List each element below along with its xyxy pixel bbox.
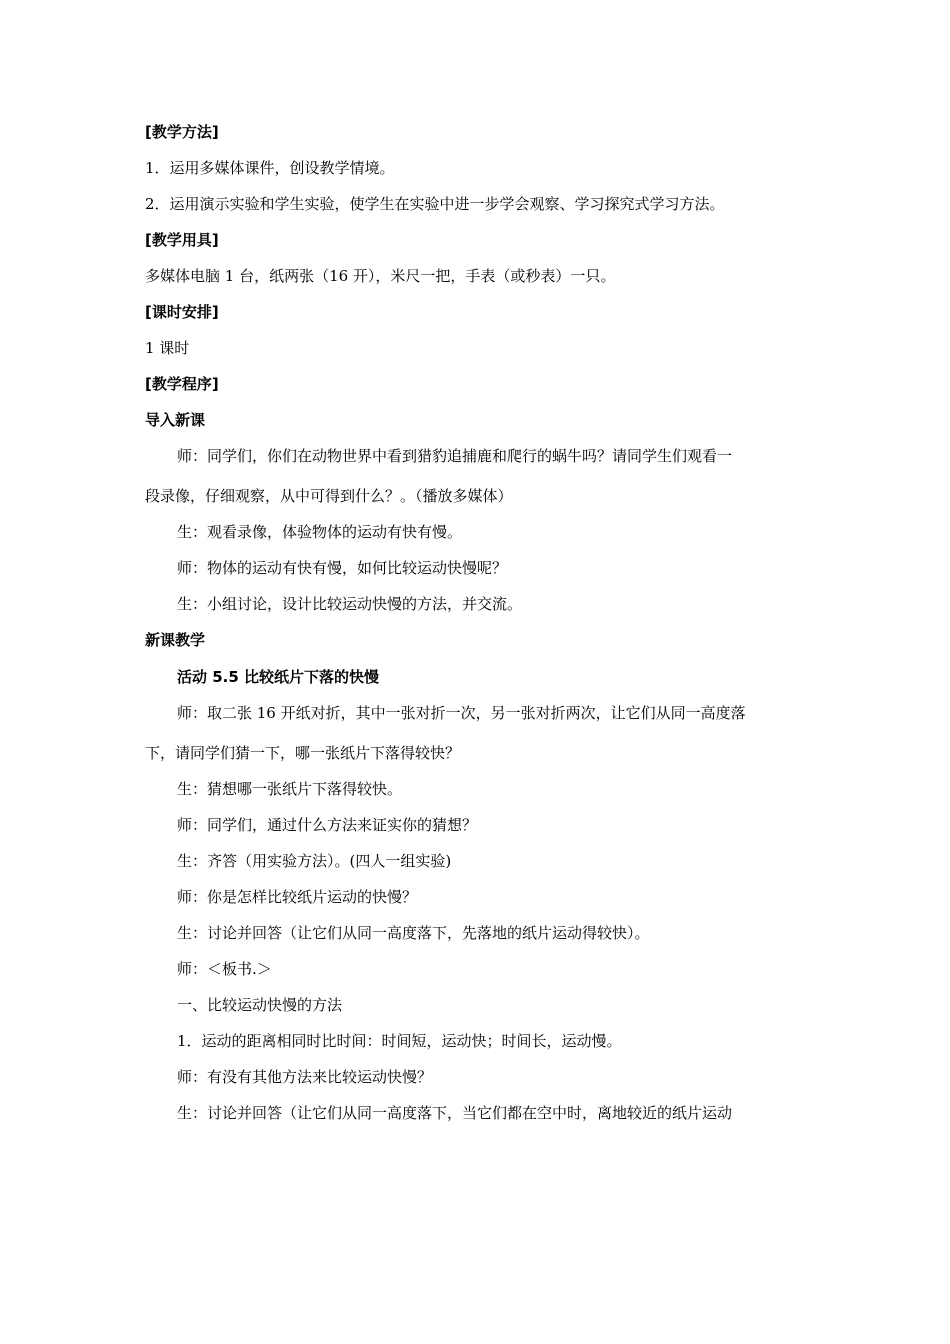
intro-paragraph-3: 师：物体的运动有快有慢，如何比较运动快慢呢？ (177, 559, 508, 577)
schedule-text: 1 课时 (145, 339, 190, 357)
heading-intro: 导入新课 (145, 411, 206, 429)
intro-paragraph-4: 生：小组讨论，设计比较运动快慢的方法，并交流。 (177, 595, 523, 613)
method-item-2: 2．运用演示实验和学生实验，使学生在实验中进一步学会观察、学习探究式学习方法。 (145, 195, 725, 213)
activity-title: 活动 5.5 比较纸片下落的快慢 (177, 668, 380, 686)
intro-paragraph-2: 生：观看录像，体验物体的运动有快有慢。 (177, 523, 463, 541)
intro-paragraph-1-line-1: 师：同学们，你们在动物世界中看到猎豹追捕鹿和爬行的蜗牛吗？请同学生们观看一 (177, 447, 733, 465)
method-item-1: 1．运用多媒体课件，创设教学情境。 (145, 159, 395, 177)
intro-paragraph-1-line-2: 段录像，仔细观察，从中可得到什么？。（播放多媒体） (145, 487, 513, 505)
heading-teaching-tools: [教学用具] (145, 231, 219, 249)
heading-procedure: [教学程序] (145, 375, 219, 393)
new-paragraph-10: 师：有没有其他方法来比较运动快慢？ (177, 1068, 433, 1086)
new-paragraph-5: 师：你是怎样比较纸片运动的快慢？ (177, 888, 418, 906)
new-paragraph-6: 生：讨论并回答（让它们从同一高度落下，先落地的纸片运动得较快）。 (177, 924, 650, 942)
new-paragraph-8: 一、比较运动快慢的方法 (177, 996, 343, 1014)
new-paragraph-4: 生：齐答（用实验方法）。(四人一组实验) (177, 852, 452, 870)
new-paragraph-7: 师：＜板书.＞ (177, 960, 272, 978)
new-paragraph-9: 1．运动的距离相同时比时间：时间短，运动快；时间长，运动慢。 (177, 1032, 622, 1050)
new-paragraph-11: 生：讨论并回答（让它们从同一高度落下，当它们都在空中时，离地较近的纸片运动 (177, 1104, 733, 1122)
new-paragraph-3: 师：同学们，通过什么方法来证实你的猜想？ (177, 816, 478, 834)
tools-text: 多媒体电脑 1 台，纸两张（16 开），米尺一把，手表（或秒表）一只。 (145, 267, 616, 285)
heading-schedule: [课时安排] (145, 303, 219, 321)
heading-new-lesson: 新课教学 (145, 631, 206, 649)
new-paragraph-1-line-1: 师：取二张 16 开纸对折，其中一张对折一次，另一张对折两次，让它们从同一高度落 (177, 704, 746, 722)
heading-teaching-method: [教学方法] (145, 123, 219, 141)
new-paragraph-1-line-2: 下，请同学们猜一下，哪一张纸片下落得较快？ (145, 744, 461, 762)
new-paragraph-2: 生：猜想哪一张纸片下落得较快。 (177, 780, 403, 798)
